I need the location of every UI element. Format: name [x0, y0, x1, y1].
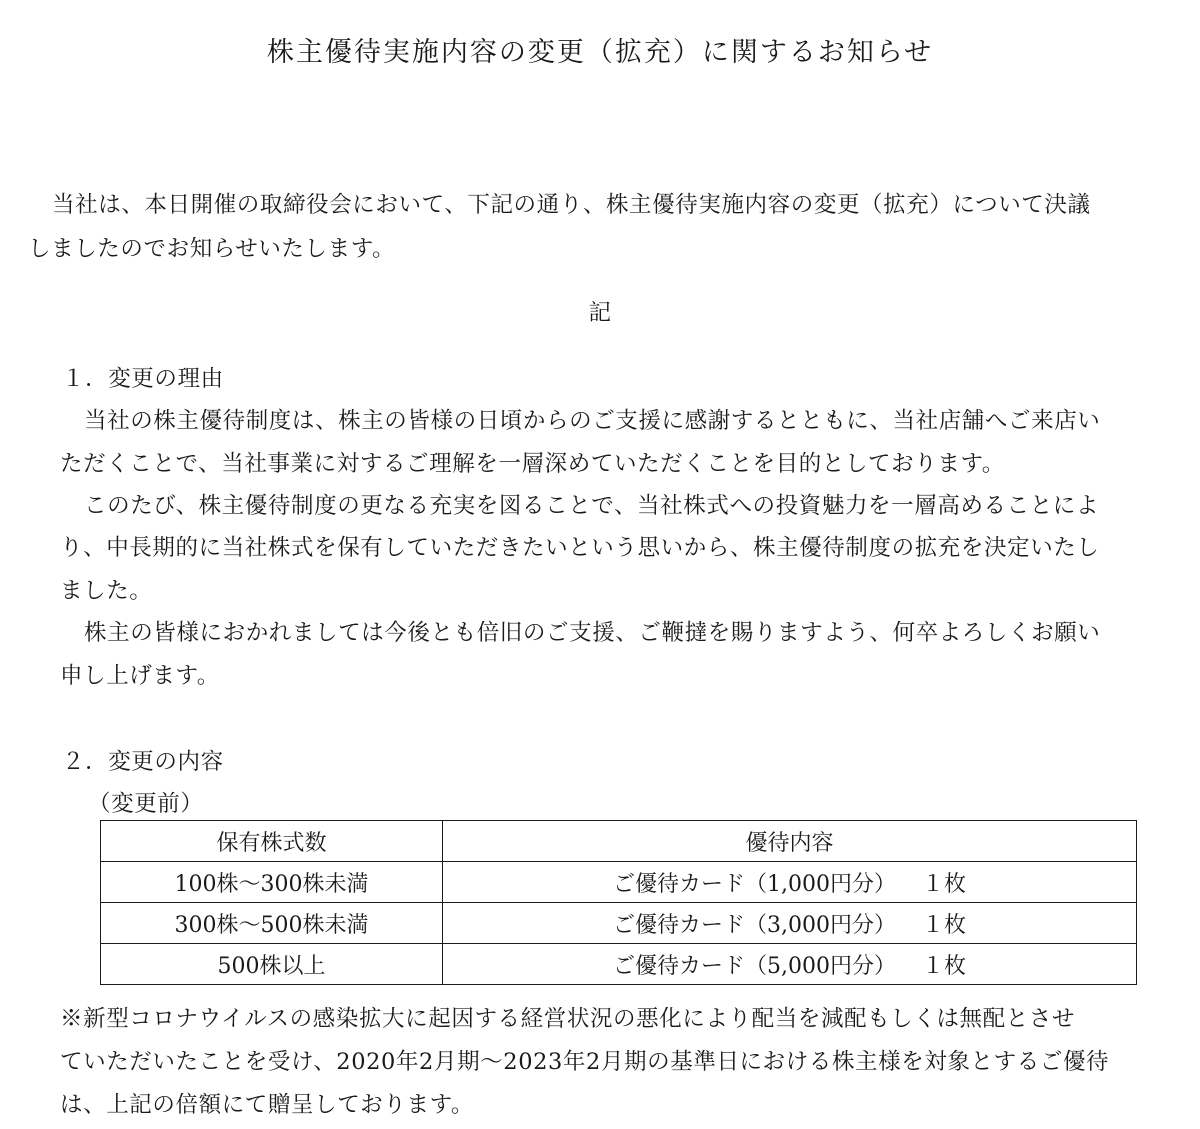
- section1-line: このたび、株主優待制度の更なる充実を図ることで、当社株式への投資魅力を一層高めることによ: [84, 493, 1100, 519]
- document-title: 株主優待実施内容の変更（拡充）に関するお知らせ: [266, 37, 934, 68]
- benefits-table: [100, 820, 1137, 985]
- benefit-cell: [443, 944, 1137, 985]
- note-line: ていただいたことを受け、2020年2月期～2023年2月期の基準日における株主様を対象とするご優待: [60, 1049, 1110, 1075]
- shares-cell: 500株以上: [101, 944, 443, 985]
- benefit-cell: [443, 903, 1137, 944]
- section1-line: ただくことで、当社事業に対するご理解を一層深めていただくことを目的としております。: [60, 451, 1005, 477]
- section2-subheading: （変更前）: [88, 791, 204, 817]
- table-row: [101, 944, 1137, 985]
- benefit-cell: [443, 862, 1137, 903]
- benefit-count: １枚: [921, 953, 966, 979]
- section1-line: 株主の皆様におかれましては今後とも倍旧のご支援、ご鞭撻を賜りますよう、何卒よろしくお願い: [84, 620, 1101, 646]
- benefit-text: ご優待カード（1,000円分）: [613, 871, 896, 897]
- benefit-text: ご優待カード（5,000円分）: [613, 953, 896, 979]
- benefit-count: １枚: [921, 871, 966, 897]
- benefit-text: ご優待カード（3,000円分）: [613, 912, 896, 938]
- table-header-row: [101, 821, 1137, 862]
- table-row: [101, 862, 1137, 903]
- section1-line: 申し上げます。: [60, 663, 220, 689]
- section2-heading: ２．変更の内容: [62, 749, 224, 775]
- intro-line: しましたのでお知らせいたします。: [28, 236, 396, 262]
- table-row: [101, 903, 1137, 944]
- benefit-count: １枚: [921, 912, 966, 938]
- section1-heading: １．変更の理由: [62, 366, 224, 392]
- shares-cell: 300株～500株未満: [101, 903, 443, 944]
- shares-cell: 100株～300株未満: [101, 862, 443, 903]
- section1-line: ました。: [60, 578, 153, 604]
- note-line: は、上記の倍額にて贈呈しております。: [60, 1092, 475, 1118]
- table-header-benefit: 優待内容: [443, 821, 1137, 862]
- note-line: ※新型コロナウイルスの感染拡大に起因する経営状況の悪化により配当を減配もしくは無配とさせ: [60, 1006, 1076, 1032]
- table-header-shares: 保有株式数: [101, 821, 443, 862]
- ki-heading: 記: [588, 300, 612, 326]
- section1-line: 当社の株主優待制度は、株主の皆様の日頃からのご支援に感謝するとともに、当社店舗へご来店い: [84, 408, 1101, 434]
- intro-line: 当社は、本日開催の取締役会において、下記の通り、株主優待実施内容の変更（拡充）について決議: [52, 192, 1091, 218]
- section1-line: り、中長期的に当社株式を保有していただきたいという思いから、株主優待制度の拡充を決定いたし: [60, 535, 1100, 561]
